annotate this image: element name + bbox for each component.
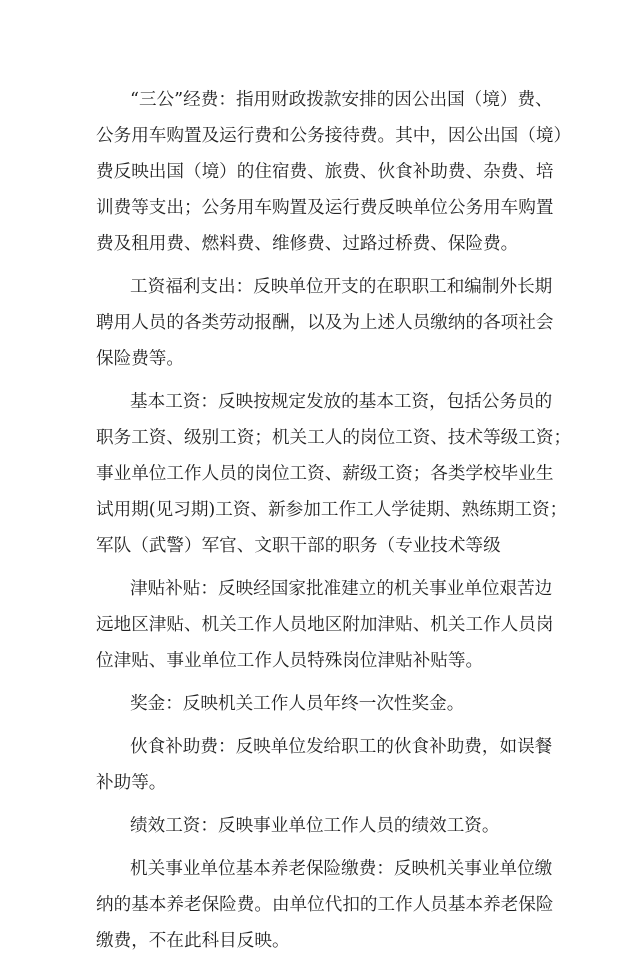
text-line: 机关事业单位基本养老保险缴费：反映机关事业单位缴 (130, 859, 553, 879)
text-line: 远地区津贴、机关工作人员地区附加津贴、机关工作人员岗 (96, 615, 554, 635)
paragraph-allowances (96, 571, 554, 679)
text-line: 军队（武警）军官、文职干部的职务（专业技术等级 (96, 536, 501, 556)
text-line: 职务工资、级别工资；机关工人的岗位工资、技术等级工资； (96, 428, 572, 448)
text-line: 费及租用费、燃料费、维修费、过路过桥费、保险费。 (96, 234, 519, 254)
paragraph-basic-salary (96, 384, 572, 564)
paragraph-pension-insurance (96, 851, 554, 959)
paragraph-bonus (96, 686, 548, 722)
text-line: 费反映出国（境）的住宿费、旅费、伙食补助费、杂费、培 (96, 162, 554, 182)
text-line: 补助等。 (96, 773, 167, 793)
paragraph-salary-welfare (96, 269, 554, 377)
paragraph-sangong-expenses (96, 82, 572, 262)
text-line: 奖金：反映机关工作人员年终一次性奖金。 (130, 694, 465, 714)
paragraph-meal-subsidy (96, 729, 553, 801)
document-body (96, 82, 572, 966)
text-line: 津贴补贴：反映经国家批准建立的机关事业单位艰苦边 (130, 579, 553, 599)
text-line: 绩效工资：反映事业单位工作人员的绩效工资。 (130, 816, 500, 836)
text-line: 聘用人员的各类劳动报酬，以及为上述人员缴纳的各项社会 (96, 313, 554, 333)
paragraph-performance-pay (96, 808, 548, 844)
text-line: 缴费，不在此科目反映。 (96, 931, 290, 951)
text-line: 基本工资：反映按规定发放的基本工资，包括公务员的 (130, 392, 553, 412)
text-line: 公务用车购置及运行费和公务接待费。其中，因公出国（境） (96, 126, 572, 146)
text-line: “三公”经费：指用财政拨款安排的因公出国（境）费、 (130, 90, 553, 110)
text-line: 训费等支出；公务用车购置及运行费反映单位公务用车购置 (96, 198, 554, 218)
text-line: 试用期(见习期)工资、新参加工作工人学徒期、熟练期工资； (96, 500, 568, 520)
text-line: 工资福利支出：反映单位开支的在职职工和编制外长期 (130, 277, 553, 297)
text-line: 纳的基本养老保险费。由单位代扣的工作人员基本养老保险 (96, 895, 554, 915)
text-line: 伙食补助费：反映单位发给职工的伙食补助费，如误餐 (130, 737, 553, 757)
text-line: 事业单位工作人员的岗位工资、薪级工资；各类学校毕业生 (96, 464, 554, 484)
text-line: 保险费等。 (96, 349, 184, 369)
text-line: 位津贴、事业单位工作人员特殊岗位津贴补贴等。 (96, 651, 484, 671)
